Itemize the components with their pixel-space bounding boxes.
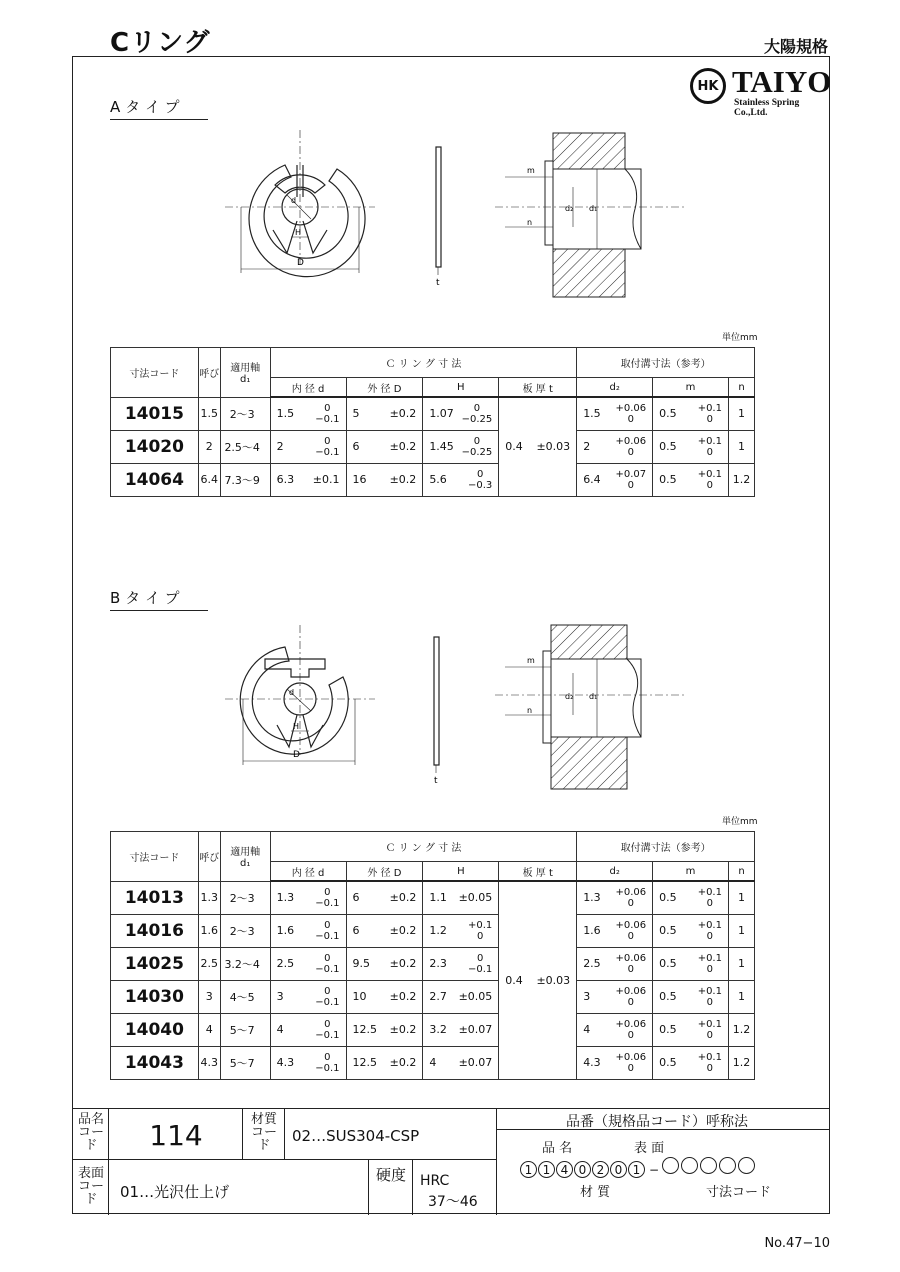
naming-sunpo-label: 寸法コード [706, 1185, 772, 1200]
empty-digit [700, 1157, 717, 1174]
code-digit: 1 [538, 1161, 555, 1178]
ring-side-view-a [436, 147, 441, 267]
hinmei-value: 114 [149, 1119, 203, 1152]
th-groove: 取付溝寸法（参考） [577, 348, 755, 378]
logo-name: TAIYO [732, 64, 832, 99]
size-code: 14013 [111, 881, 199, 914]
th-cring: Ｃ リ ン グ 寸 法 [270, 348, 577, 378]
unit-label-b: 単位mm [722, 817, 758, 827]
zaishitsu-value: 02…SUS304-CSP [292, 1127, 420, 1145]
svg-text:d₁: d₁ [589, 692, 598, 701]
svg-text:d₂: d₂ [565, 692, 574, 701]
zaishitsu-code-label: 材質コード [250, 1112, 277, 1153]
logo-subtitle: Stainless Spring Co.,Ltd. [734, 98, 800, 118]
code-info-panel [72, 1108, 830, 1215]
size-code: 14064 [111, 463, 199, 496]
kodo-value: HRC [420, 1173, 450, 1189]
size-code: 14040 [111, 1013, 199, 1046]
ring-front-view-a [249, 165, 365, 277]
th-nom: 呼び [198, 348, 220, 398]
logo-mark-icon: HK [690, 68, 726, 104]
ring-side-view-b [434, 637, 439, 765]
svg-text:t: t [434, 776, 438, 786]
type-b-drawing [205, 615, 685, 800]
naming-title: 品番（規格品コード）呼称法 [566, 1114, 748, 1130]
table-row: 14016 1.6 2〜3 1.6 0 −0.1 6 ±0.2 1.2 +0.1 0 1.6 +0.06 0 0.5 +0.1 0 1 [111, 914, 755, 947]
svg-text:H: H [293, 722, 300, 731]
size-code: 14020 [111, 430, 199, 463]
hinmei-code-label: 品名コード [77, 1112, 104, 1153]
code-digit: 1 [520, 1161, 537, 1178]
table-row: 14043 4.3 5〜7 4.3 0 −0.1 12.5 ±0.2 4 ±0.07 4.3 +0.06 0 0.5 +0.1 0 1.2 [111, 1046, 755, 1079]
hyomen-value: 01…光沢仕上げ [120, 1183, 230, 1201]
empty-digit [738, 1157, 755, 1174]
table-row: 14030 3 4〜5 3 0 −0.1 10 ±0.2 2.7 ±0.05 3 +0.06 0 0.5 +0.1 0 1 [111, 980, 755, 1013]
svg-text:d₂: d₂ [565, 204, 574, 213]
page-title: Cリング [110, 28, 211, 58]
code-digit: 1 [628, 1161, 645, 1178]
type-a-drawing [205, 125, 685, 310]
naming-hyomen-label: 表 面 [634, 1141, 665, 1156]
code-digits: 1 1 4 0 2 0 1 − [520, 1157, 757, 1178]
hyomen-code-label: 表面コード [77, 1166, 104, 1207]
naming-hinmei-label: 品 名 [542, 1141, 573, 1156]
code-digit: 0 [574, 1161, 591, 1178]
svg-text:m: m [527, 166, 535, 175]
code-digit: 4 [556, 1161, 573, 1178]
table-row: 14025 2.5 3.2〜4 2.5 0 −0.1 9.5 ±0.2 2.3 0 −0.1 2.5 +0.06 0 0.5 +0.1 0 1 [111, 947, 755, 980]
svg-text:d: d [289, 688, 295, 697]
table-row: 14013 1.3 2〜3 1.3 0 −0.1 6 ±0.2 1.1 ±0.05 0.4 ±0.03 1.3 +0.06 0 0.5 +0.1 0 1 [111, 881, 755, 914]
naming-zaishitsu-label: 材 質 [580, 1185, 611, 1200]
table-row: 14020 2 2.5〜4 2 0 −0.1 6 ±0.2 1.45 0 −0.25 2 +0.06 0 0.5 +0.1 0 1 [111, 430, 755, 463]
size-code: 14016 [111, 914, 199, 947]
size-code: 14030 [111, 980, 199, 1013]
empty-digit [719, 1157, 736, 1174]
code-digit: 2 [592, 1161, 609, 1178]
empty-digit [681, 1157, 698, 1174]
svg-text:m: m [527, 656, 535, 665]
type-b-heading: Bタイプ [110, 587, 208, 611]
label-d: d [291, 196, 297, 205]
type-a-heading: Aタイプ [110, 96, 208, 120]
svg-text:n: n [527, 218, 533, 227]
kodo-range: 37〜46 [428, 1194, 478, 1210]
empty-digit [662, 1157, 679, 1174]
size-code: 14015 [111, 397, 199, 430]
ring-front-view-b [240, 647, 348, 754]
kodo-label: 硬度 [376, 1166, 407, 1184]
unit-label-a: 単位mm [722, 333, 758, 343]
label-D: D [297, 258, 304, 268]
th-shaft: 適用軸 d₁ [220, 348, 270, 398]
th-code: 寸法コード [111, 348, 199, 398]
table-row: 14064 6.4 7.3〜9 6.3 ±0.1 16 ±0.2 5.6 0 −0.3 6.4 +0.07 0 0.5 +0.1 0 1.2 [111, 463, 755, 496]
svg-text:n: n [527, 706, 533, 715]
label-t: t [436, 278, 440, 288]
page-number: No.47−10 [764, 1236, 830, 1251]
standard-label: 大陽規格 [763, 37, 828, 56]
label-D-b: D [293, 750, 300, 760]
table-row: 14040 4 5〜7 4 0 −0.1 12.5 ±0.2 3.2 ±0.07 4 +0.06 0 0.5 +0.1 0 1.2 [111, 1013, 755, 1046]
groove-section-b [495, 625, 685, 789]
label-H: H [295, 228, 302, 237]
spec-table-b: 寸法コード 呼び 適用軸 d₁ Ｃ リ ン グ 寸 法 取付溝寸法（参考） 内 径 d 外 径 D H 板 厚 t d₂ m n 14013 1.3 2〜3 1.3 0 −0.1 6 ±0.2 1.1 ±0.05 0.4 ±0.03 1.3 +0.06 0 0.5 +0.1 0 1 14016 1.6 2〜3 1.6 0 −0.1 6 ±0.2 1.2 +0.1 0 1.6 +0.06 0 0.5 +0.1 0 1 14025 2.5 3.2〜4 2.5 0 −0.1 9.5 ±0.2 2.3 0 −0.1 2.5 +0.06 0 0.5 +0.1 0 1 14030 3 4〜5 3 0 −0.1 10 ±0.2 2.7 ±0.05 3 +0.06 0 0.5 +0.1 0 1 14040 4 5〜7 4 0 −0.1 12.5 ±0.2 3.2 ±0.07 4 +0.06 0 0.5 +0.1 0 1.2 14043 4.3 5〜7 4.3 0 −0.1 12.5 ±0.2 4 ±0.07 4.3 +0.06 0 0.5 +0.1 0 1.2 [110, 831, 755, 1080]
svg-text:d₁: d₁ [589, 204, 598, 213]
spec-table-a: 寸法コード 呼び 適用軸 d₁ Ｃ リ ン グ 寸 法 取付溝寸法（参考） 内 径 d 外 径 D H 板 厚 t d₂ m n 14015 1.5 2〜3 1.5 0 −0.1 5 ±0.2 1.07 0 −0.25 0.4 ±0.03 1.5 +0.06 0 0.5 +0.1 0 1 14020 2 2.5〜4 2 0 −0.1 6 ±0.2 1.45 0 −0.25 2 +0.06 0 0.5 +0.1 0 1 14064 6.4 7.3〜9 6.3 ±0.1 16 ±0.2 5.6 0 −0.3 6.4 +0.07 0 0.5 +0.1 0 1.2 [110, 347, 755, 497]
table-row: 14015 1.5 2〜3 1.5 0 −0.1 5 ±0.2 1.07 0 −0.25 0.4 ±0.03 1.5 +0.06 0 0.5 +0.1 0 1 [111, 397, 755, 430]
taiyo-logo [688, 64, 832, 118]
groove-section-a [495, 133, 685, 297]
code-digit: 0 [610, 1161, 627, 1178]
size-code: 14043 [111, 1046, 199, 1079]
size-code: 14025 [111, 947, 199, 980]
